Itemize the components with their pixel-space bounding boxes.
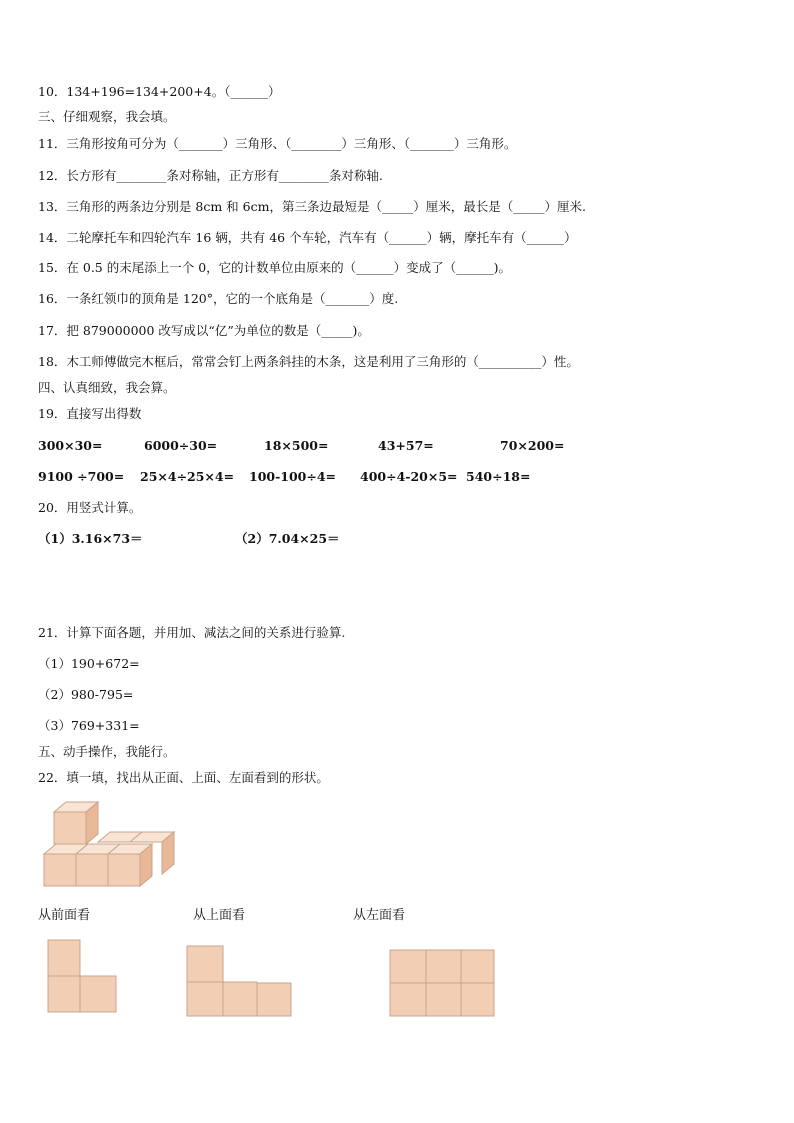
left-view-label: 从左面看: [353, 908, 406, 923]
question-19: 19．直接写出得数: [38, 406, 142, 421]
calc-2-3: 100-100÷4=: [249, 469, 337, 484]
question-20: 20．用竖式计算。: [38, 500, 142, 515]
question-21-3: （3）769+331=: [38, 718, 140, 733]
question-14: 14．二轮摩托车和四轮汽车 16 辆，共有 46 个车轮，汽车有（______）辆，摩托车有（______）: [38, 230, 577, 245]
calc-1-2: 6000÷30=: [144, 438, 218, 453]
question-11: 11．三角形按角可分为（_______）三角形、（________）三角形、（_______）三角形。: [38, 136, 517, 151]
calc-1-3: 18×500=: [264, 438, 329, 453]
question-22: 22．填一填，找出从正面、上面、左面看到的形状。: [38, 770, 329, 785]
question-17: 17．把 879000000 改写成以“亿”为单位的数是（_____)。: [38, 323, 370, 338]
vertical-calc-1: （1）3.16×73＝: [38, 531, 143, 546]
question-21-1: （1）190+672=: [38, 656, 140, 671]
question-21-2: （2）980-795=: [38, 687, 134, 702]
question-21: 21．计算下面各题，并用加、减法之间的关系进行验算.: [38, 625, 346, 640]
calc-2-5: 540÷18=: [466, 469, 531, 484]
section-4-heading: 四、认真细致，我会算。: [38, 380, 176, 395]
question-16: 16．一条红领巾的顶角是 120°，它的一个底角是（_______）度.: [38, 291, 399, 306]
front-view-shape: [46, 938, 118, 1016]
question-12: 12．长方形有________条对称轴，正方形有________条对称轴.: [38, 168, 383, 183]
left-view-shape: [389, 949, 497, 1019]
section-5-heading: 五、动手操作，我能行。: [38, 744, 176, 759]
calc-2-1: 9100 ÷700=: [38, 469, 125, 484]
calc-1-4: 43+57=: [378, 438, 434, 453]
question-18: 18．木工师傅做完木框后，常常会钉上两条斜挂的木条，这是利用了三角形的（__________）性。: [38, 354, 579, 369]
calc-1-5: 70×200=: [500, 438, 565, 453]
section-3-heading: 三、仔细观察，我会填。: [38, 109, 176, 124]
top-view-shape: [186, 945, 296, 1019]
top-view-label: 从上面看: [193, 908, 246, 923]
cube-stack-figure: [40, 800, 180, 890]
front-view-label: 从前面看: [38, 908, 91, 923]
question-13: 13．三角形的两条边分别是 8cm 和 6cm，第三条边最短是（_____）厘米，最长是（_____）厘米.: [38, 199, 586, 214]
calc-1-1: 300×30=: [38, 438, 103, 453]
calc-2-4: 400÷4-20×5=: [360, 469, 458, 484]
vertical-calc-2: （2）7.04×25＝: [235, 531, 340, 546]
calc-2-2: 25×4÷25×4=: [140, 469, 235, 484]
question-10: 10．134+196=134+200+4。（______）: [38, 84, 281, 99]
question-15: 15．在 0.5 的末尾添上一个 0，它的计数单位由原来的（______）变成了（______)。: [38, 260, 512, 275]
